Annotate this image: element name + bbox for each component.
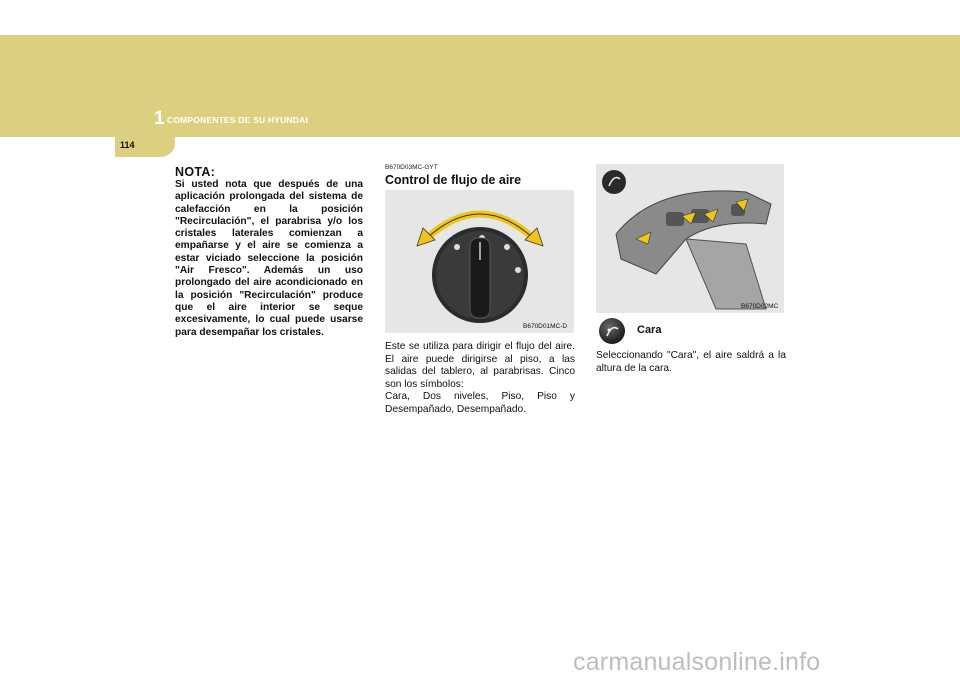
watermark: carmanualsonline.info	[573, 648, 821, 676]
dashboard-illustration	[596, 164, 784, 313]
floor-symbol-icon	[504, 244, 510, 250]
note-body: Si usted nota que después de una aplicación prolongada del sistema de calefacción en la posición "Recirculación", el parabrisa y/o los cristales laterales comienzan a empañarse y el aire se comienza a estar viciado seleccione la posición "Air Fresco". Además un uso prolongado del aire acondicionado en la posición "Recirculación" produce que el aire interior se seque excesivamente, lo cual puede usarse para desempañar los cristales.	[175, 179, 363, 338]
face-vent-icon	[599, 318, 625, 344]
airflow-knob-figure	[385, 190, 574, 333]
note-title: NOTA:	[175, 165, 216, 179]
face-symbol-icon	[454, 244, 460, 250]
cara-figure-label: B670D02MC	[741, 303, 779, 310]
vent-left	[666, 212, 684, 226]
header-band	[0, 35, 960, 137]
section-body: Este se utiliza para dirigir el flujo del aire. El aire puede dirigirse al piso, a las salidas del tablero, al parabrisas. Cinco son los símbolos:	[385, 341, 575, 390]
figure-label: B670D01MC-D	[523, 323, 568, 330]
chapter-number: 1	[154, 108, 165, 129]
section-title: Control de flujo de aire	[385, 173, 522, 187]
dashboard-figure	[596, 164, 784, 313]
face-mode-badge-icon	[602, 170, 626, 194]
defrost-symbol-icon	[515, 267, 521, 273]
airflow-section-header	[385, 164, 575, 188]
center-console	[686, 239, 766, 309]
airflow-knob-illustration	[385, 190, 574, 333]
section-symbols: Cara, Dos niveles, Piso, Piso y Desempañado, Desempañado.	[385, 391, 575, 415]
chapter-title: COMPONENTES DE SU HYUNDAI	[167, 115, 309, 125]
note-block	[175, 165, 363, 339]
cara-title: Cara	[637, 324, 662, 336]
cara-body: Seleccionando "Cara", el aire saldrá a la altura de la cara.	[596, 350, 786, 374]
section-code: B670D03MC-GYT	[385, 164, 438, 171]
page-number: 114	[120, 140, 135, 150]
